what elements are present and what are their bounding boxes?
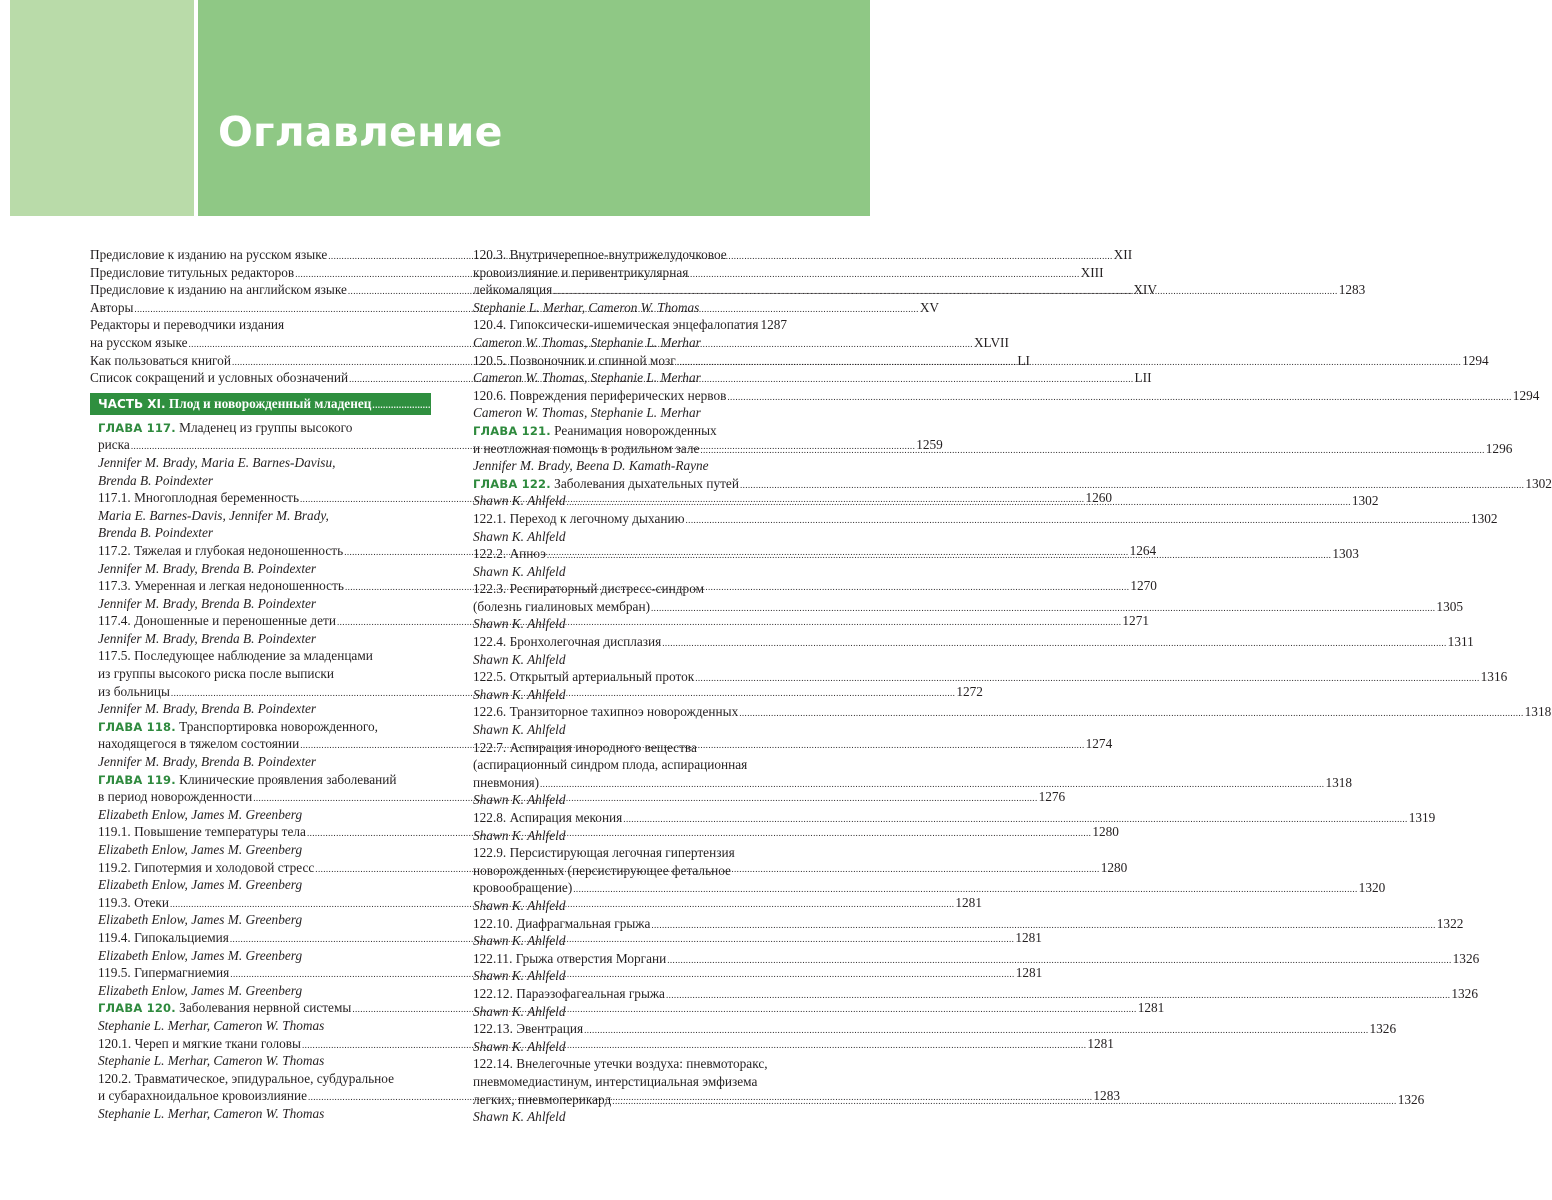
toc-section-117-5-line2[interactable]: из группы высокого риска после выписки <box>98 666 334 682</box>
toc-authors: Jennifer M. Brady, Maria E. Barnes-Davisu, <box>98 454 336 470</box>
toc-section-122-9-page[interactable]: кровообращение) ..... 1320 <box>473 879 777 897</box>
toc-authors: Shawn K. Ahlfeld <box>473 897 566 913</box>
toc-authors: Brenda B. Poindexter <box>98 472 214 488</box>
toc-chapter-121[interactable]: ГЛАВА 121. Реанимация новорожденных <box>473 422 717 438</box>
toc-section-117-4[interactable]: 117.4. Доношенные и переношенные дети ..... 1271 <box>98 612 431 630</box>
toc-section-122-2[interactable]: 122.2. Апноэ ..... 1303 <box>473 545 777 563</box>
toc-section-122-7-page[interactable]: пневмония) ..... 1318 <box>473 774 777 792</box>
toc-authors: Jennifer M. Brady, Beena D. Kamath-Rayne <box>473 458 709 474</box>
toc-chapter-122-authors[interactable]: Shawn K. Ahlfeld ..... 1302 <box>473 492 777 510</box>
toc-authors: Shawn K. Ahlfeld <box>473 563 566 579</box>
toc-authors: Jennifer M. Brady, Brenda B. Poindexter <box>98 630 317 646</box>
toc-section-120-5[interactable]: 120.5. Позвоночник и спинной мозг ..... 1294 <box>473 352 777 370</box>
toc-section-120-3-page[interactable]: лейкомаляция ..... 1283 <box>473 281 777 299</box>
toc-section-119-5[interactable]: 119.5. Гипермагниемия ..... 1281 <box>98 964 431 982</box>
toc-section-119-4[interactable]: 119.4. Гипокальциемия ..... 1281 <box>98 929 431 947</box>
toc-authors: Elizabeth Enlow, James M. Greenberg <box>98 806 303 822</box>
toc-authors: Maria E. Barnes-Davis, Jennifer M. Brady, <box>98 507 329 523</box>
toc-chapter-117[interactable]: ГЛАВА 117. Младенец из группы высокого <box>98 419 353 435</box>
toc-entry-preface-ru[interactable]: Предисловие к изданию на русском языке ..... XII <box>90 246 431 264</box>
toc-authors: Elizabeth Enlow, James M. Greenberg <box>98 842 303 857</box>
toc-entry-translators[interactable]: на русском языке ..... XLVII <box>90 334 431 352</box>
toc-authors: Jennifer M. Brady, Brenda B. Poindexter <box>98 701 317 717</box>
toc-authors: Shawn K. Ahlfeld <box>473 968 566 984</box>
toc-section-119-3[interactable]: 119.3. Отеки ..... 1281 <box>98 894 431 912</box>
toc-entry-translators-line1[interactable]: Редакторы и переводчики издания <box>90 317 285 333</box>
toc-authors: Elizabeth Enlow, James M. Greenberg <box>98 877 303 893</box>
toc-authors: Shawn K. Ahlfeld <box>473 651 566 667</box>
toc-authors: Shawn K. Ahlfeld <box>473 1109 566 1125</box>
toc-section-122-6[interactable]: 122.6. Транзиторное тахипноэ новорожденных ..... 1318 <box>473 703 777 721</box>
toc-authors: Jennifer M. Brady, Brenda B. Poindexter <box>98 560 317 576</box>
toc-section-122-7[interactable]: 122.7. Аспирация инородного вещества <box>473 739 697 755</box>
toc-entry-how-to-use[interactable]: Как пользоваться книгой ..... LI <box>90 352 431 370</box>
toc-authors: Shawn K. Ahlfeld <box>473 722 566 738</box>
toc-authors: Shawn K. Ahlfeld <box>473 1003 566 1019</box>
toc-section-119-2[interactable]: 119.2. Гипотермия и холодовой стресс ..... 1280 <box>98 859 431 877</box>
toc-authors: Jennifer M. Brady, Brenda B. Poindexter <box>98 595 317 611</box>
toc-section-117-2[interactable]: 117.2. Тяжелая и глубокая недоношенность ..... 1264 <box>98 542 431 560</box>
toc-authors: Stephanie L. Merhar, Cameron W. Thomas <box>98 1105 325 1121</box>
toc-authors: Elizabeth Enlow, James M. Greenberg <box>98 912 303 928</box>
header-banner-accent <box>10 0 194 216</box>
toc-section-122-12[interactable]: 122.12. Параэзофагеальная грыжа ..... 1326 <box>473 985 777 1003</box>
toc-section-120-3-line2[interactable]: кровоизлияние и перивентрикулярная <box>473 264 689 280</box>
toc-section-120-2-page[interactable]: и субарахноидальное кровоизлияние ..... 1283 <box>98 1087 431 1105</box>
toc-authors: Shawn K. Ahlfeld <box>473 528 566 544</box>
toc-authors: Shawn K. Ahlfeld <box>473 616 566 632</box>
toc-section-122-14-line2[interactable]: пневмомедиастинум, интерстициальная эмфизема <box>473 1073 758 1089</box>
toc-entry-authors[interactable]: Авторы ..... XV <box>90 299 431 317</box>
toc-chapter-119[interactable]: ГЛАВА 119. Клинические проявления заболеваний <box>98 771 397 787</box>
toc-entry-preface-en[interactable]: Предисловие к изданию на английском языке ..... XIV <box>90 281 431 299</box>
toc-section-122-10[interactable]: 122.10. Диафрагмальная грыжа ..... 1322 <box>473 915 777 933</box>
toc-chapter-121-page[interactable]: и неотложная помощь в родильном зале ..... 1296 <box>473 440 777 458</box>
toc-authors: Shawn K. Ahlfeld <box>473 686 566 702</box>
toc-authors: Cameron W. Thomas, Stephanie L. Merhar <box>473 405 701 421</box>
toc-chapter-117-page[interactable]: риска ..... 1259 <box>98 436 431 454</box>
toc-authors: Stephanie L. Merhar, Cameron W. Thomas <box>473 299 700 315</box>
toc-section-120-2[interactable]: 120.2. Травматическое, эпидуральное, субдуральное <box>98 1070 394 1086</box>
toc-section-122-1[interactable]: 122.1. Переход к легочному дыханию ..... 1302 <box>473 510 777 528</box>
toc-section-120-3[interactable]: 120.3. Внутричерепное-внутрижелудочковое <box>473 247 727 262</box>
toc-authors: Cameron W. Thomas, Stephanie L. Merhar <box>473 370 701 386</box>
toc-authors: Shawn K. Ahlfeld <box>473 933 566 949</box>
toc-section-122-7-line2[interactable]: (аспирационный синдром плода, аспирационная <box>473 757 748 773</box>
toc-authors: Cameron W. Thomas, Stephanie L. Merhar <box>473 334 701 350</box>
toc-chapter-119-page[interactable]: в период новорожденности ..... 1276 <box>98 788 431 806</box>
toc-section-122-11[interactable]: 122.11. Грыжа отверстия Моргани ..... 1326 <box>473 950 777 968</box>
toc-section-117-5-page[interactable]: из больницы ..... 1272 <box>98 683 431 701</box>
toc-section-122-9[interactable]: 122.9. Персистирующая легочная гипертензия <box>473 845 735 861</box>
toc-section-122-14[interactable]: 122.14. Внелегочные утечки воздуха: пневмоторакс, <box>473 1056 768 1072</box>
toc-entry-abbreviations[interactable]: Список сокращений и условных обозначений ..... LII <box>90 369 431 387</box>
toc-entry-preface-editors[interactable]: Предисловие титульных редакторов ..... XIII <box>90 264 431 282</box>
toc-authors: Shawn K. Ahlfeld <box>473 792 566 808</box>
toc-chapter-120[interactable]: ГЛАВА 120. Заболевания нервной системы ..... 1281 <box>98 999 431 1017</box>
toc-section-122-3-page[interactable]: (болезнь гиалиновых мембран) ..... 1305 <box>473 598 777 616</box>
toc-section-122-3[interactable]: 122.3. Респираторный дистресс-синдром <box>473 581 705 597</box>
toc-section-117-3[interactable]: 117.3. Умеренная и легкая недоношенность ..... 1270 <box>98 577 431 595</box>
toc-chapter-118[interactable]: ГЛАВА 118. Транспортировка новорожденного, <box>98 718 378 734</box>
header-banner <box>198 0 870 216</box>
toc-authors: Brenda B. Poindexter <box>98 525 214 541</box>
toc-section-122-14-page[interactable]: легких, пневмоперикард ..... 1326 <box>473 1091 777 1109</box>
toc-section-117-5[interactable]: 117.5. Последующее наблюдение за младенцами <box>98 648 373 664</box>
toc-authors: Elizabeth Enlow, James M. Greenberg <box>98 947 303 963</box>
toc-section-122-13[interactable]: 122.13. Эвентрация ..... 1326 <box>473 1020 777 1038</box>
toc-section-120-4[interactable]: 120.4. Гипоксически-ишемическая энцефалопатия 1287 <box>473 317 788 333</box>
toc-section-122-9-line2[interactable]: новорожденных (персистирующее фетальное <box>473 862 731 878</box>
toc-authors: Shawn K. Ahlfeld <box>473 1038 566 1054</box>
toc-authors: Shawn K. Ahlfeld <box>473 827 566 843</box>
toc-part-heading[interactable]: ЧАСТЬ XI. Плод и новорожденный младенец ..... 1259 <box>90 393 431 415</box>
page-title: Оглавление <box>218 108 503 156</box>
toc-authors: Jennifer M. Brady, Brenda B. Poindexter <box>98 754 317 770</box>
toc-section-122-5[interactable]: 122.5. Открытый артериальный проток ..... 1316 <box>473 668 777 686</box>
toc-section-119-1[interactable]: 119.1. Повышение температуры тела ..... 1280 <box>98 823 431 841</box>
toc-authors: Elizabeth Enlow, James M. Greenberg <box>98 982 303 998</box>
toc-chapter-118-page[interactable]: находящегося в тяжелом состоянии ..... 1274 <box>98 735 431 753</box>
toc-authors: Stephanie L. Merhar, Cameron W. Thomas <box>98 1053 325 1069</box>
toc-section-120-6[interactable]: 120.6. Повреждения периферических нервов ..... 1294 <box>473 387 777 405</box>
toc-section-117-1[interactable]: 117.1. Многоплодная беременность ..... 1260 <box>98 489 431 507</box>
toc-section-122-8[interactable]: 122.8. Аспирация мекония ..... 1319 <box>473 809 777 827</box>
toc-chapter-122[interactable]: ГЛАВА 122. Заболевания дыхательных путей ..... 1302 <box>473 475 777 493</box>
toc-authors: Stephanie L. Merhar, Cameron W. Thomas <box>98 1017 325 1033</box>
toc-section-120-1[interactable]: 120.1. Череп и мягкие ткани головы ..... 1281 <box>98 1035 431 1053</box>
toc-section-122-4[interactable]: 122.4. Бронхолегочная дисплазия ..... 1311 <box>473 633 777 651</box>
